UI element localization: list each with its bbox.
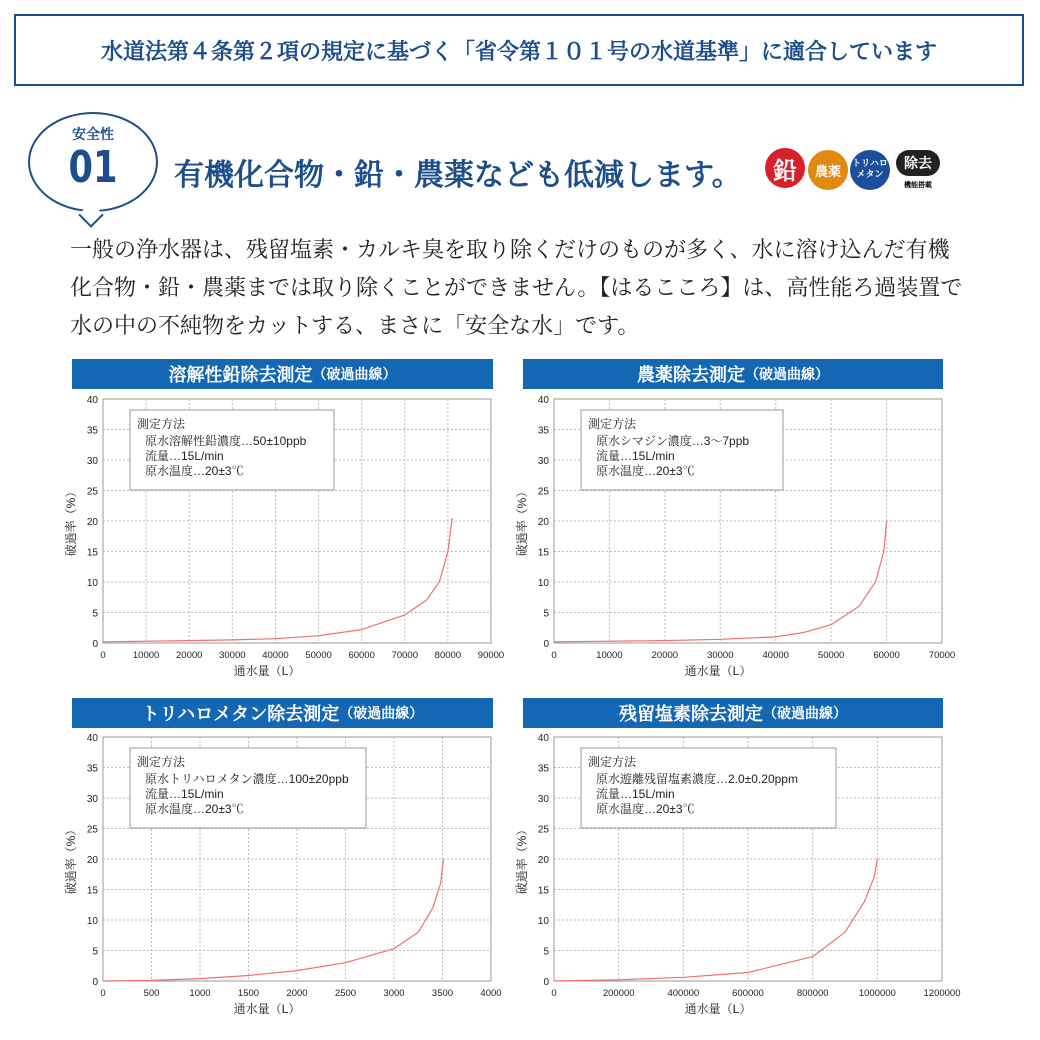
x-tick-label: 2000 bbox=[286, 988, 308, 999]
description: 一般の浄水器は、残留塩素・カルキ臭を取り除くだけのものが多く、水に溶け込んだ有機化合物・鉛・農薬までは取り除くことができません。【はるこころ】は、高性能ろ過装置で水の中の不純物をカットする、まさに「安全な水」です。 bbox=[70, 238, 963, 339]
y-tick-label: 30 bbox=[86, 456, 98, 467]
chart-title bbox=[523, 359, 943, 389]
y-tick-label: 25 bbox=[86, 486, 98, 498]
legend-item: 原水シマジン濃度…3〜7ppb bbox=[596, 434, 750, 448]
x-tick-label: 400000 bbox=[667, 988, 700, 999]
x-tick-label: 50000 bbox=[817, 650, 845, 661]
legend-title: 測定方法 bbox=[137, 417, 186, 431]
x-tick-label: 50000 bbox=[305, 650, 332, 661]
y-axis-label: 破過率（%） bbox=[64, 823, 78, 895]
x-axis-label: 通水量（L） bbox=[684, 664, 752, 678]
y-tick-label: 0 bbox=[92, 639, 98, 650]
trihalomethane-badge-icon: トリハロメタン bbox=[850, 150, 890, 190]
y-axis-label: 破過率（%） bbox=[515, 823, 529, 895]
x-tick-label: 3000 bbox=[383, 988, 405, 999]
section-bubble bbox=[28, 112, 158, 212]
y-tick-label: 30 bbox=[86, 794, 98, 805]
x-tick-label: 0 bbox=[551, 650, 557, 661]
legend-item: 原水温度…20±3℃ bbox=[145, 802, 244, 816]
removal-badge-icon: 除去 bbox=[896, 150, 940, 176]
chart-title-text: 溶解性鉛除去測定 bbox=[168, 365, 313, 386]
y-tick-label: 10 bbox=[537, 916, 549, 927]
chart-title bbox=[72, 698, 493, 728]
x-tick-label: 40000 bbox=[262, 650, 289, 661]
x-tick-label: 30000 bbox=[707, 650, 734, 661]
y-tick-label: 35 bbox=[86, 763, 98, 775]
x-tick-label: 20000 bbox=[651, 650, 679, 661]
y-tick-label: 15 bbox=[537, 885, 549, 897]
x-tick-label: 10000 bbox=[596, 650, 623, 661]
x-tick-label: 600000 bbox=[732, 988, 764, 999]
x-tick-label: 3500 bbox=[431, 988, 454, 999]
x-tick-label: 0 bbox=[100, 650, 106, 661]
chart-title bbox=[523, 698, 943, 728]
y-tick-label: 15 bbox=[86, 547, 98, 559]
x-tick-label: 2500 bbox=[334, 988, 357, 999]
x-tick-label: 1500 bbox=[237, 988, 260, 999]
legend-title: 測定方法 bbox=[588, 755, 637, 769]
legend-item: 原水温度…20±3℃ bbox=[145, 464, 244, 478]
section-number: 01 bbox=[68, 142, 118, 193]
chart-title-text: 残留塩素除去測定 bbox=[619, 704, 763, 725]
y-tick-label: 30 bbox=[537, 456, 549, 467]
chart-subtitle: （破過曲線） bbox=[763, 706, 847, 722]
y-tick-label: 35 bbox=[537, 425, 549, 437]
y-tick-label: 10 bbox=[86, 916, 98, 927]
compliance-banner: 水道法第４条第２項の規定に基づく「省令第１０１号の水道基準」に適合しています bbox=[14, 14, 1024, 86]
legend-item: 原水溶解性鉛濃度…50±10ppb bbox=[145, 434, 307, 448]
x-axis-label: 通水量（L） bbox=[233, 1002, 301, 1016]
y-tick-label: 0 bbox=[543, 977, 549, 988]
y-tick-label: 20 bbox=[86, 517, 98, 528]
x-tick-label: 1200000 bbox=[923, 988, 961, 999]
chart-title bbox=[72, 359, 493, 389]
x-tick-label: 60000 bbox=[873, 650, 900, 661]
x-tick-label: 30000 bbox=[219, 650, 246, 661]
y-tick-label: 5 bbox=[92, 608, 98, 620]
x-tick-label: 0 bbox=[551, 988, 557, 999]
x-tick-label: 60000 bbox=[348, 650, 375, 661]
removal-badge-sub: 機能搭載 bbox=[904, 181, 932, 189]
y-tick-label: 20 bbox=[86, 855, 98, 866]
chart-plot bbox=[514, 729, 974, 1029]
x-tick-label: 200000 bbox=[602, 988, 635, 999]
chart-plot bbox=[63, 729, 523, 1029]
y-tick-label: 25 bbox=[537, 824, 549, 836]
x-tick-label: 80000 bbox=[434, 650, 462, 661]
x-tick-label: 1000 bbox=[189, 988, 211, 999]
lead-badge-icon: 鉛 bbox=[765, 148, 805, 188]
y-tick-label: 25 bbox=[86, 824, 98, 836]
y-tick-label: 20 bbox=[537, 855, 549, 866]
y-tick-label: 15 bbox=[86, 885, 98, 897]
chart-plot bbox=[63, 391, 523, 691]
legend-title: 測定方法 bbox=[137, 755, 186, 769]
legend-item: 原水トリハロメタン濃度…100±20ppb bbox=[145, 772, 349, 786]
y-axis-label: 破過率（%） bbox=[515, 485, 529, 557]
pesticide-badge-icon: 農薬 bbox=[808, 150, 848, 190]
y-tick-label: 40 bbox=[537, 733, 549, 744]
x-tick-label: 0 bbox=[100, 988, 106, 999]
x-tick-label: 1000000 bbox=[858, 988, 896, 999]
chart-title-text: 農薬除去測定 bbox=[637, 365, 745, 386]
y-tick-label: 20 bbox=[537, 517, 549, 528]
x-tick-label: 70000 bbox=[928, 650, 956, 661]
legend-item: 原水温度…20±3℃ bbox=[596, 464, 695, 478]
y-tick-label: 5 bbox=[543, 946, 549, 958]
y-tick-label: 35 bbox=[86, 425, 98, 437]
legend-item: 流量…15L/min bbox=[145, 449, 224, 463]
chart-subtitle: （破過曲線） bbox=[745, 367, 829, 383]
x-tick-label: 90000 bbox=[477, 650, 505, 661]
chart-plot bbox=[514, 391, 974, 691]
x-tick-label: 70000 bbox=[391, 650, 418, 661]
section-label: 安全性 bbox=[72, 127, 114, 143]
y-tick-label: 0 bbox=[92, 977, 98, 988]
headline: 有機化合物・鉛・農薬なども低減します。 bbox=[174, 158, 742, 193]
y-tick-label: 5 bbox=[543, 608, 549, 620]
legend-item: 原水遊離残留塩素濃度…2.0±0.20ppm bbox=[596, 772, 798, 786]
x-axis-label: 通水量（L） bbox=[233, 664, 301, 678]
y-tick-label: 10 bbox=[537, 578, 549, 589]
x-axis-label: 通水量（L） bbox=[684, 1002, 752, 1016]
x-tick-label: 40000 bbox=[762, 650, 789, 661]
y-tick-label: 40 bbox=[86, 733, 98, 744]
y-tick-label: 25 bbox=[537, 486, 549, 498]
legend-item: 流量…15L/min bbox=[596, 787, 675, 801]
y-tick-label: 30 bbox=[537, 794, 549, 805]
chart-subtitle: （破過曲線） bbox=[312, 367, 397, 383]
chart-title-text: トリハロメタン除去測定 bbox=[141, 704, 340, 725]
y-tick-label: 5 bbox=[92, 946, 98, 958]
y-tick-label: 10 bbox=[86, 578, 98, 589]
x-tick-label: 10000 bbox=[132, 650, 160, 661]
x-tick-label: 4000 bbox=[480, 988, 502, 999]
legend-item: 原水温度…20±3℃ bbox=[596, 802, 695, 816]
x-tick-label: 20000 bbox=[176, 650, 203, 661]
y-tick-label: 35 bbox=[537, 763, 549, 775]
legend-item: 流量…15L/min bbox=[145, 787, 224, 801]
y-axis-label: 破過率（%） bbox=[64, 485, 78, 557]
y-tick-label: 15 bbox=[537, 547, 549, 559]
legend-item: 流量…15L/min bbox=[596, 449, 675, 463]
chart-subtitle: （破過曲線） bbox=[339, 706, 424, 722]
legend-title: 測定方法 bbox=[588, 417, 637, 431]
x-tick-label: 500 bbox=[143, 988, 160, 999]
x-tick-label: 800000 bbox=[796, 988, 829, 999]
y-tick-label: 40 bbox=[537, 395, 549, 406]
y-tick-label: 40 bbox=[86, 395, 98, 406]
y-tick-label: 0 bbox=[543, 639, 549, 650]
